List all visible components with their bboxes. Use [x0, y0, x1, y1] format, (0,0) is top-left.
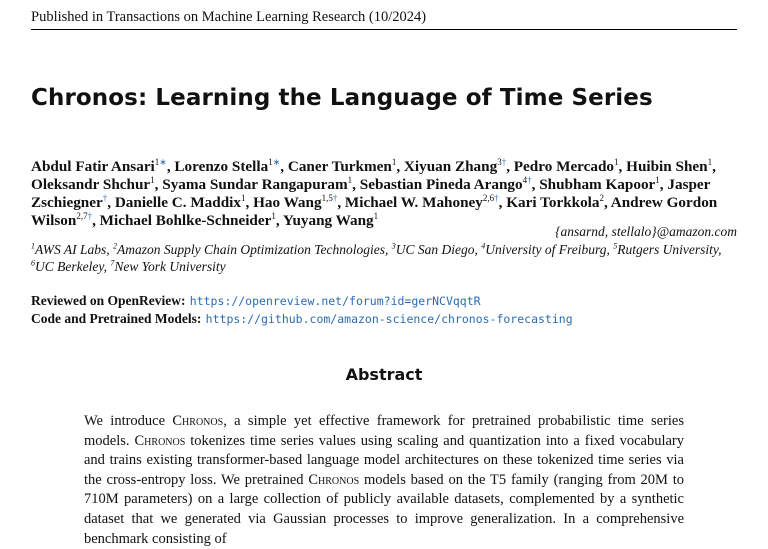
author-name: Andrew Gordon Wilson [31, 194, 718, 229]
openreview-link[interactable]: https://openreview.net/forum?id=gerNCVqqtR [189, 294, 481, 308]
author-affil-sup: 1 [655, 174, 660, 185]
affil-name: UC Berkeley, [35, 259, 107, 274]
paper-title: Chronos: Learning the Language of Time Series [31, 85, 653, 111]
author-name: Oleksandr Shchur [31, 176, 151, 193]
openreview-label: Reviewed on OpenReview: [31, 293, 186, 308]
author-footnote-mark[interactable]: ∗ [272, 156, 281, 167]
author-affil-sup: 1 [150, 174, 155, 185]
chronos-name: Chronos [172, 413, 224, 429]
author [115, 194, 246, 211]
affil-sup: 4 [481, 241, 486, 251]
author [253, 194, 337, 211]
affil-name: Rutgers University, [617, 242, 722, 257]
author-name: Hao Wang [253, 194, 322, 211]
author-name: Pedro Mercado [513, 158, 615, 175]
author [404, 158, 506, 175]
abstract-part: models based on the T5 family (ranging from 20M to 710M parameters) on a large collection of publicly available datasets, complemented by a synthetic dataset that we generated via Gaussian processes to improve generalization. In a comprehensive benchmark consisting of [84, 471, 685, 547]
author [514, 158, 619, 175]
contact-email: {ansarnd, stellalo}@amazon.com [555, 224, 737, 239]
author-name: Abdul Fatir Ansari [31, 158, 155, 175]
author-name: Michael W. Mahoney [344, 194, 483, 211]
affil-name: New York University [114, 259, 226, 274]
author [506, 194, 604, 211]
author-name: Xiyuan Zhang [403, 158, 498, 175]
abstract-part: We introduce [84, 413, 173, 429]
chronos-name: Chronos [134, 432, 186, 449]
author-affil-sup: 1 [391, 156, 397, 167]
author-name: Yuyang Wang [282, 212, 374, 229]
abstract-text [84, 412, 684, 549]
author-affil-sup: 2,7 [76, 210, 88, 221]
author-footnote-mark[interactable]: † [501, 156, 507, 167]
author [360, 176, 532, 193]
author-footnote-mark[interactable]: † [102, 192, 108, 203]
affil-name: AWS AI Labs, [35, 242, 110, 257]
affil-name: Amazon Supply Chain Optimization Technologies, [117, 242, 389, 257]
author-affil-sup: 1 [347, 174, 353, 185]
author [539, 176, 660, 193]
abstract-heading: Abstract [345, 365, 423, 384]
author-name: Syama Sundar Rangapuram [162, 176, 348, 193]
author-name: Sebastian Pineda Arango [359, 176, 523, 193]
affiliations [31, 241, 737, 275]
author [162, 176, 352, 193]
author-affil-sup: 1 [240, 192, 246, 203]
author-name: Huibin Shen [626, 158, 708, 175]
affil-sup: 6 [31, 258, 35, 268]
author-affil-sup: 1,5 [321, 192, 333, 203]
affil-sup: 2 [113, 241, 118, 251]
code-line [31, 310, 751, 328]
author-affil-sup: 1 [154, 156, 160, 167]
abstract-part: tokenizes time series values using scaling and quantization into a fixed vocabulary and trains existing transformer-based language model architectures on these tokenized time series via the cross-entropy loss. We pretrained [84, 432, 684, 488]
affil-name: University of Freiburg, [485, 242, 610, 257]
code-link[interactable]: https://github.com/amazon-science/chronos-forecasting [205, 312, 573, 326]
author [100, 212, 276, 229]
author-name: Caner Turkmen [287, 158, 392, 175]
author-affil-sup: 1 [271, 210, 276, 221]
author [626, 158, 712, 175]
author [174, 158, 280, 175]
author-affil-sup: 1 [268, 156, 273, 167]
author-name: Lorenzo Stella [174, 158, 269, 175]
author [345, 194, 499, 211]
author-footnote-mark[interactable]: † [332, 192, 338, 203]
author-footnote-mark[interactable]: † [494, 192, 499, 203]
author-affil-sup: 1 [614, 156, 619, 167]
author-footnote-mark[interactable]: ∗ [159, 156, 167, 167]
author [288, 158, 396, 175]
author-name: Danielle C. Maddix [114, 194, 241, 211]
author-affil-sup: 4 [522, 174, 528, 185]
affil-sup: 1 [31, 241, 35, 251]
abstract-part: , a simple yet effective framework for pretrained probabilistic time series models. [84, 413, 684, 449]
author [31, 176, 155, 193]
affil-sup: 3 [391, 241, 396, 251]
author-name: Shubham Kapoor [539, 176, 656, 193]
openreview-line [31, 292, 751, 310]
author-affil-sup: 1 [707, 156, 713, 167]
code-label: Code and Pretrained Models: [31, 311, 202, 326]
author-name: Michael Bohlke-Schneider [99, 212, 272, 229]
author-list: Abdul Fatir Ansari$^{1∗}$, Lorenzo Stella$^{1∗}$, Caner Turkmen$^1$, Xiyuan Zhang$^{3\dagger}$, Pedro Mercado$^1$, Huibin Shen$^1$, Oleksandr Shchur$^1$, Syama Sundar Rangapuram$^1$, Sebastian Pineda Arango$^{4\dagger}$, Shubham Kapoor$^1$, Jasper Zschiegner†, Danielle C. Maddix$^1$, Hao Wang$^{1,5\dagger}$, Michael W. Mahoney$^{2,6\dagger}$, Kari Torkkola$^2$, Andrew Gordon Wilson$^{2,7\dagger}$, Michael Bohlke-Schneider$^1$, Yuyang Wang$^1$ [31, 156, 718, 229]
affil-sup: 7 [110, 258, 115, 268]
author [283, 212, 378, 229]
journal-header: Published in Transactions on Machine Learning Research (10/2024) [31, 8, 737, 30]
author-affil-sup: 2,6 [482, 192, 495, 203]
author-footnote-mark[interactable]: † [87, 210, 93, 221]
author-name: Kari Torkkola [506, 194, 600, 211]
affil-sup: 5 [613, 241, 618, 251]
author-footnote-mark[interactable]: † [527, 174, 532, 185]
author-affil-sup: 1 [373, 210, 379, 221]
author-affil-sup: 2 [599, 192, 604, 203]
affil-name: UC San Diego, [395, 242, 478, 257]
author [31, 158, 167, 175]
author-affil-sup: 3 [497, 156, 502, 167]
chronos-name: Chronos [308, 471, 360, 488]
author-name: Jasper Zschiegner [31, 176, 711, 211]
links-block [31, 292, 751, 328]
